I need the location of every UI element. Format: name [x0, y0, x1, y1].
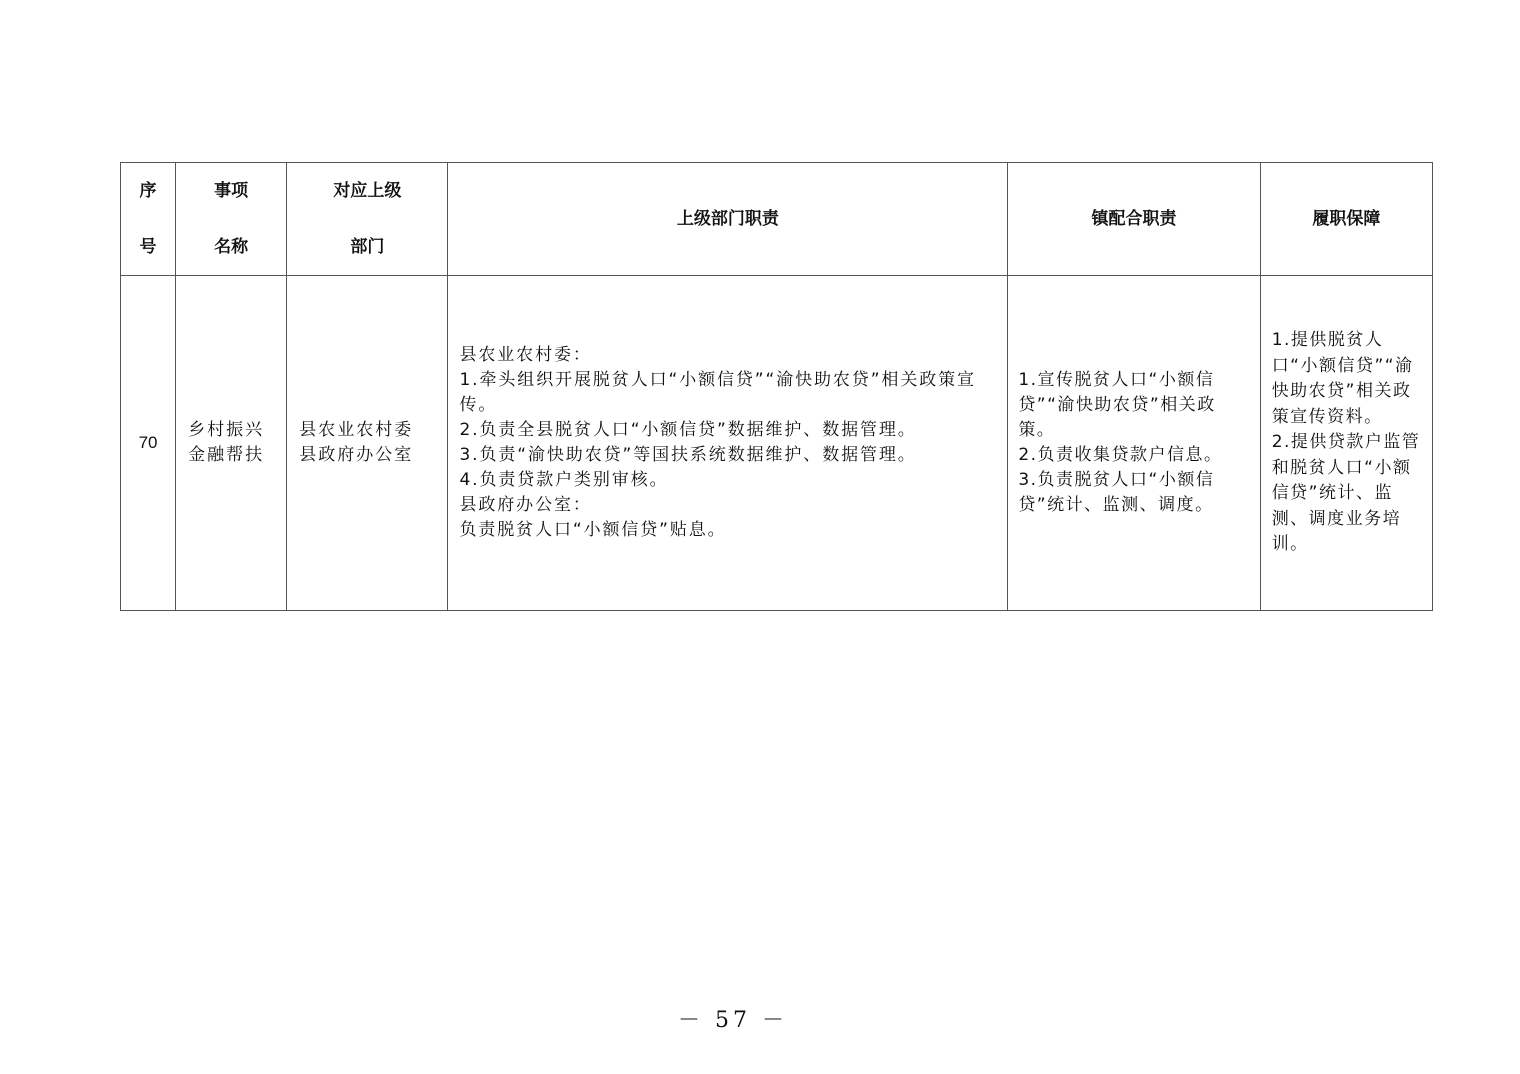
header-item-name: [176, 163, 287, 276]
town-duty-1: 2.负责收集贷款户信息。: [1018, 445, 1223, 465]
town-duty-0: 1.宣传脱贫人口“小额信贷”“渝快助农贷”相关政策。: [1018, 370, 1216, 440]
header-dept-line2: 部门: [350, 237, 385, 257]
upper-duty-4: 4.负责贷款户类别审核。: [459, 470, 669, 490]
header-upper-dept: [287, 163, 448, 276]
guarantee-1: 2.提供贷款户监管和脱贫人口“小额信贷”统计、监测、调度业务培训。: [1271, 432, 1421, 555]
page-number: － 57 －: [678, 1008, 788, 1033]
row-dept-line2: 县政府办公室: [299, 445, 414, 465]
row-dept-line1: 县农业农村委: [299, 420, 414, 440]
row-index: 70: [121, 276, 176, 611]
table-header-row: [121, 163, 1433, 276]
upper-duty-3: 3.负责“渝快助农贷”等国扶系统数据维护、数据管理。: [459, 445, 917, 465]
upper-duty-0: 县农业农村委：: [459, 345, 592, 365]
header-town-duties: 镇配合职责: [1008, 163, 1260, 276]
table-row: [121, 276, 1433, 611]
header-item-line1: 事项: [214, 181, 249, 201]
header-dept-line1: 对应上级: [333, 181, 402, 201]
header-index-line1: 序: [139, 181, 157, 201]
upper-duty-5: 县政府办公室：: [459, 495, 592, 515]
upper-duty-1: 1.牵头组织开展脱贫人口“小额信贷”“渝快助农贷”相关政策宣传。: [459, 370, 976, 415]
row-upper-dept: [287, 276, 448, 611]
guarantee-0: 1.提供脱贫人口“小额信贷”“渝快助农贷”相关政策宣传资料。: [1271, 330, 1414, 427]
row-guarantee: [1260, 276, 1432, 611]
row-item-name: [176, 276, 287, 611]
row-town-duties: [1008, 276, 1260, 611]
header-item-line2: 名称: [214, 237, 249, 257]
header-index-line2: 号: [139, 237, 157, 257]
row-item-line1: 乡村振兴: [188, 420, 265, 440]
row-upper-duties: [448, 276, 1008, 611]
header-upper-duties: 上级部门职责: [448, 163, 1008, 276]
upper-duty-6: 负责脱贫人口“小额信贷”贴息。: [459, 520, 727, 540]
upper-duty-2: 2.负责全县脱贫人口“小额信贷”数据维护、数据管理。: [459, 420, 917, 440]
duty-table: [120, 162, 1433, 611]
row-item-line2: 金融帮扶: [188, 445, 265, 465]
town-duty-2: 3.负责脱贫人口“小额信贷”统计、监测、调度。: [1018, 470, 1215, 515]
header-guarantee: 履职保障: [1260, 163, 1432, 276]
header-index: [121, 163, 176, 276]
